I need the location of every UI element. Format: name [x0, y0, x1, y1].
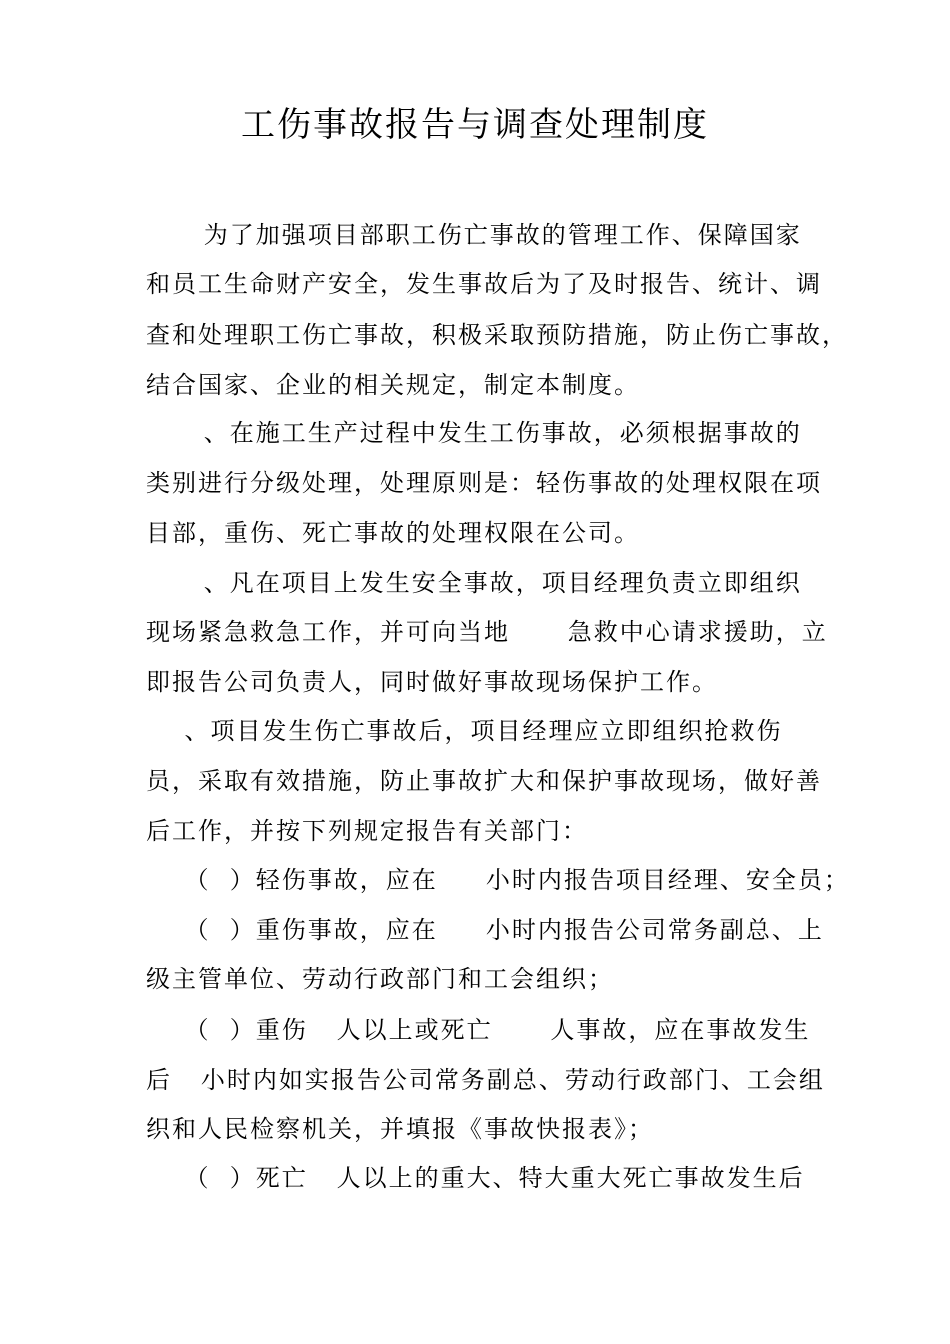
- paragraph-line: 查和处理职工伤亡事故，积极采取预防措施，防止伤亡事故，: [146, 321, 848, 349]
- list-item-line: 级主管单位、劳动行政部门和工会组织；: [146, 965, 614, 993]
- document-title: 工伤事故报告与调查处理制度: [241, 105, 709, 145]
- list-item-line: （ ）轻伤事故，应在 小时内报告项目经理、安全员；: [146, 866, 850, 894]
- paragraph-line: 、在施工生产过程中发生工伤事故，必须根据事故的: [146, 419, 802, 447]
- list-item-line: 织和人民检察机关，并填报《事故快报表》；: [146, 1115, 654, 1143]
- paragraph-line: 后工作，并按下列规定报告有关部门：: [146, 817, 588, 845]
- list-item-line: 后 小时内如实报告公司常务副总、劳动行政部门、工会组: [146, 1066, 825, 1094]
- paragraph-line: 目部，重伤、死亡事故的处理权限在公司。: [146, 519, 640, 547]
- paragraph-line: 结合国家、企业的相关规定，制定本制度。: [146, 371, 640, 399]
- list-item-line: （ ）死亡 人以上的重大、特大重大死亡事故发生后: [146, 1164, 805, 1192]
- list-item-line: （ ）重伤事故，应在 小时内报告公司常务副总、上: [146, 916, 824, 944]
- paragraph-line: 为了加强项目部职工伤亡事故的管理工作、保障国家: [146, 221, 802, 249]
- paragraph-line: 、凡在项目上发生安全事故，项目经理负责立即组织: [146, 569, 802, 597]
- paragraph-line: 和员工生命财产安全，发生事故后为了及时报告、统计、调: [146, 270, 822, 298]
- paragraph-line: 、项目发生伤亡事故后，项目经理应立即组织抢救伤: [146, 717, 783, 745]
- paragraph-line: 现场紧急救急工作，并可向当地 急救中心请求援助，立: [146, 618, 828, 646]
- paragraph-line: 即报告公司负责人，同时做好事故现场保护工作。: [146, 668, 718, 696]
- list-item-line: （ ）重伤 人以上或死亡 人事故，应在事故发生: [146, 1016, 811, 1044]
- paragraph-line: 类别进行分级处理，处理原则是：轻伤事故的处理权限在项: [146, 469, 822, 497]
- paragraph-line: 员，采取有效措施，防止事故扩大和保护事故现场，做好善: [146, 767, 822, 795]
